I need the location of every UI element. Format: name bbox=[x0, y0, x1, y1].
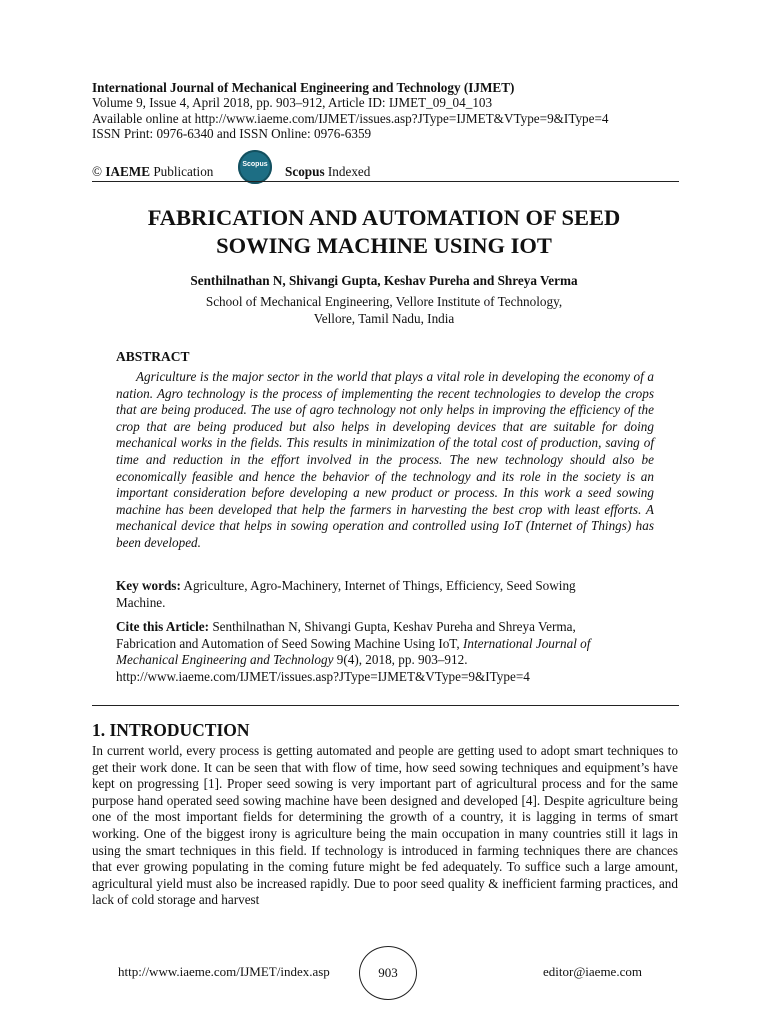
affiliation bbox=[60, 294, 708, 327]
volume-line: Volume 9, Issue 4, April 2018, pp. 903–912, Article ID: IJMET_09_04_103 bbox=[92, 95, 493, 111]
section-heading: 1. INTRODUCTION bbox=[92, 720, 250, 740]
available-online-line: Available online at http://www.iaeme.com/IJMET/issues.asp?JType=IJMET&VType=9&IType=4 bbox=[92, 110, 609, 126]
authors: Senthilnathan N, Shivangi Gupta, Keshav Pureha and Shreya Verma bbox=[190, 273, 578, 288]
publisher-label bbox=[92, 164, 213, 179]
issn-line: ISSN Print: 0976-6340 and ISSN Online: 0976-6359 bbox=[92, 126, 372, 142]
abstract-text: Agriculture is the major sector in the world that plays a vital role in developing the economy of a nation. Agro technology is the process of implementing the recent technologies to develop the crops that are being produced. The use of agro technology not only helps in improving the efficiency of the crop that are being produced but also helps in developing devices that are suitable for doing mechanical works in the fields. This results in minimization of the total cost of production, saving of time and reduction in the effort involved in the process. The new technology should also be economically feasible and hence the behavior of the technology and its role in the society is an important consideration before developing a new product or process. In this work a seed sowing machine has been developed that help the farmers in harvesting the best crop with least efforts. A mechanical device that helps in sowing operation and controlled using IoT (Internet of Things) has been developed. bbox=[116, 369, 654, 550]
introduction-text: In current world, every process is getting automated and people are getting used to adopt smart techniques to get their work done. It can be seen that with flow of time, how seed sowing techniques and equipment’s have kept on progressing [1]. Proper seed sowing is very important part of agricultural process and for the same purpose hand operated seed sowing machine have been designed and developed [4]. Despite agriculture being one of the most important fields for determining the growth of a country, it is lagging in terms of smart working. One of the biggest irony is agriculture being the main occupation in many countries still it lags in using the smart techniques in this field. If technology is introduced in farming techniques there are chances that ever growing populating in the coming future might be fed adequately. To suffice such a large amount, agricultural yield must also be increased rapidly. Due to poor seed quality & inefficient farming practices, and lack of cold storage and harvest bbox=[92, 743, 678, 908]
scopus-suffix: Indexed bbox=[327, 164, 371, 179]
keywords bbox=[116, 578, 626, 611]
publisher-suffix: Publication bbox=[153, 164, 214, 179]
keywords-text: Agriculture, Agro-Machinery, Internet of Things, Efficiency, Seed Sowing Machine. bbox=[116, 578, 576, 610]
citation-text: Senthilnathan N, Shivangi Gupta, Keshav Pureha and Shreya Verma, Fabrication and Automation of Seed Sowing Machine Using IoT, bbox=[116, 619, 576, 651]
paper-title-line-1: FABRICATION AND AUTOMATION OF SEED bbox=[147, 205, 621, 230]
scopus-logo-icon bbox=[238, 150, 272, 184]
citation bbox=[116, 619, 626, 685]
abstract-heading: ABSTRACT bbox=[116, 349, 190, 364]
journal-header bbox=[92, 80, 682, 142]
header-divider bbox=[92, 181, 679, 182]
publisher-row bbox=[92, 162, 682, 182]
paper-title-line-2: SOWING MACHINE USING IOT bbox=[216, 233, 552, 258]
footer-url: http://www.iaeme.com/IJMET/index.asp bbox=[118, 964, 330, 979]
copyright-symbol: © bbox=[92, 164, 103, 179]
abstract-divider bbox=[92, 705, 679, 706]
citation-label: Cite this Article: bbox=[116, 619, 210, 634]
footer-email: editor@iaeme.com bbox=[543, 964, 642, 979]
scopus-logo-text: Scopus bbox=[242, 161, 268, 168]
citation-journal: International Journal of Mechanical Engineering and Technology bbox=[116, 635, 591, 668]
journal-title: International Journal of Mechanical Engineering and Technology (IJMET) bbox=[92, 80, 515, 95]
paper-title bbox=[60, 204, 708, 260]
keywords-label: Key words: bbox=[116, 578, 181, 593]
citation-issue: 9(4), 2018, pp. 903–912. bbox=[336, 652, 468, 668]
publisher-name: IAEME bbox=[105, 164, 151, 179]
affiliation-line-2: Vellore, Tamil Nadu, India bbox=[313, 310, 455, 326]
citation-url: http://www.iaeme.com/IJMET/issues.asp?JType=IJMET&VType=9&IType=4 bbox=[116, 668, 530, 684]
scopus-label bbox=[285, 164, 370, 179]
affiliation-line-1: School of Mechanical Engineering, Vellore Institute of Technology, bbox=[205, 294, 563, 309]
page-number: 903 bbox=[359, 946, 417, 1000]
scopus-name: Scopus bbox=[285, 164, 325, 179]
